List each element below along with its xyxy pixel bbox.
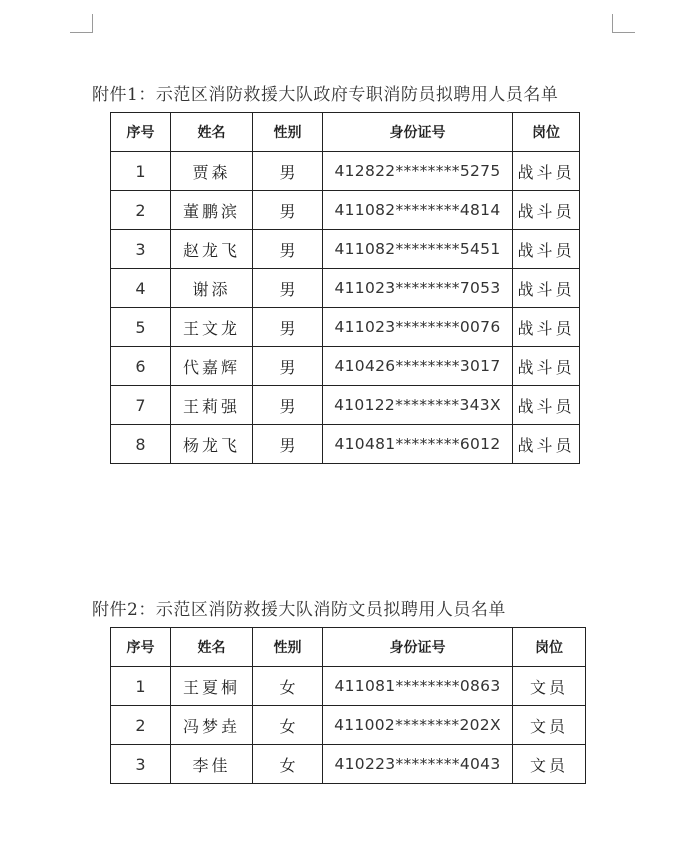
cell-id: 411082********4814	[323, 191, 513, 230]
header-no: 序号	[111, 628, 171, 667]
cell-name: 代嘉辉	[171, 347, 253, 386]
cell-id: 411002********202X	[323, 706, 513, 745]
header-id: 身份证号	[323, 113, 513, 152]
table-row	[111, 308, 580, 347]
cell-no: 1	[111, 152, 171, 191]
cell-gender: 男	[253, 230, 323, 269]
header-gender: 性别	[253, 113, 323, 152]
page-corner-mark-left	[70, 14, 93, 33]
table-row	[111, 230, 580, 269]
table-row	[111, 191, 580, 230]
annex1-caption: 附件1：示范区消防救援大队政府专职消防员拟聘用人员名单	[92, 85, 559, 105]
cell-name: 王莉强	[171, 386, 253, 425]
table-row	[111, 667, 586, 706]
cell-gender: 男	[253, 191, 323, 230]
cell-name: 董鹏滨	[171, 191, 253, 230]
cell-post: 战斗员	[513, 152, 580, 191]
cell-gender: 男	[253, 386, 323, 425]
cell-post: 战斗员	[513, 230, 580, 269]
cell-id: 411081********0863	[323, 667, 513, 706]
header-gender: 性别	[253, 628, 323, 667]
cell-id: 411023********7053	[323, 269, 513, 308]
table-row	[111, 386, 580, 425]
cell-name: 冯梦垚	[171, 706, 253, 745]
cell-name: 王文龙	[171, 308, 253, 347]
table-row	[111, 706, 586, 745]
cell-gender: 男	[253, 269, 323, 308]
cell-id: 411023********0076	[323, 308, 513, 347]
header-no: 序号	[111, 113, 171, 152]
header-id: 身份证号	[323, 628, 513, 667]
table-header-row	[111, 113, 580, 152]
cell-no: 7	[111, 386, 171, 425]
cell-post: 文员	[513, 667, 586, 706]
cell-post: 战斗员	[513, 269, 580, 308]
cell-post: 战斗员	[513, 191, 580, 230]
cell-gender: 男	[253, 425, 323, 464]
annex2-table	[110, 627, 586, 784]
cell-id: 410223********4043	[323, 745, 513, 784]
cell-id: 410426********3017	[323, 347, 513, 386]
cell-gender: 女	[253, 745, 323, 784]
cell-no: 3	[111, 230, 171, 269]
table-row	[111, 269, 580, 308]
table-header-row	[111, 628, 586, 667]
cell-no: 8	[111, 425, 171, 464]
table-row	[111, 425, 580, 464]
cell-post: 文员	[513, 745, 586, 784]
cell-id: 412822********5275	[323, 152, 513, 191]
cell-no: 4	[111, 269, 171, 308]
cell-no: 5	[111, 308, 171, 347]
cell-no: 3	[111, 745, 171, 784]
cell-gender: 男	[253, 347, 323, 386]
cell-gender: 女	[253, 667, 323, 706]
cell-id: 410481********6012	[323, 425, 513, 464]
cell-name: 贾森	[171, 152, 253, 191]
table-row	[111, 152, 580, 191]
cell-post: 文员	[513, 706, 586, 745]
header-post: 岗位	[513, 113, 580, 152]
cell-post: 战斗员	[513, 386, 580, 425]
cell-gender: 男	[253, 308, 323, 347]
table-row	[111, 745, 586, 784]
cell-name: 王夏桐	[171, 667, 253, 706]
cell-gender: 女	[253, 706, 323, 745]
cell-no: 2	[111, 706, 171, 745]
header-post: 岗位	[513, 628, 586, 667]
cell-no: 2	[111, 191, 171, 230]
header-name: 姓名	[171, 628, 253, 667]
cell-id: 411082********5451	[323, 230, 513, 269]
cell-post: 战斗员	[513, 425, 580, 464]
page-corner-mark-right	[612, 14, 635, 33]
annex1-table	[110, 112, 580, 464]
table-row	[111, 347, 580, 386]
cell-name: 杨龙飞	[171, 425, 253, 464]
cell-post: 战斗员	[513, 308, 580, 347]
cell-name: 赵龙飞	[171, 230, 253, 269]
cell-name: 谢添	[171, 269, 253, 308]
annex2-caption: 附件2：示范区消防救援大队消防文员拟聘用人员名单	[92, 600, 506, 620]
cell-id: 410122********343X	[323, 386, 513, 425]
cell-no: 1	[111, 667, 171, 706]
cell-post: 战斗员	[513, 347, 580, 386]
header-name: 姓名	[171, 113, 253, 152]
cell-gender: 男	[253, 152, 323, 191]
cell-no: 6	[111, 347, 171, 386]
cell-name: 李佳	[171, 745, 253, 784]
